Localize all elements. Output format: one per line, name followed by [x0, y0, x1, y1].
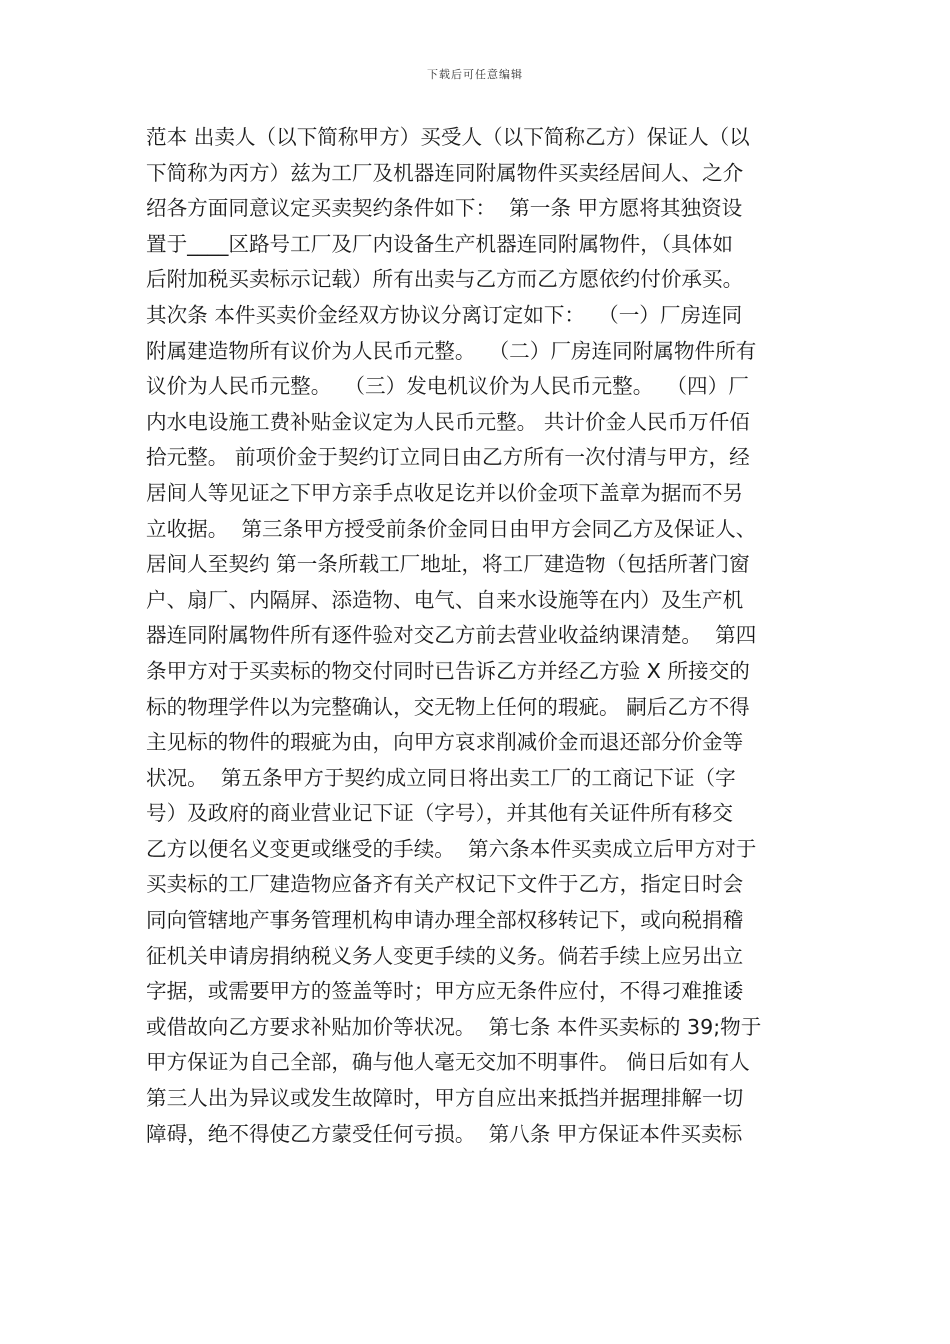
text-line: 号）及政府的商业营业记下证（字号），并其他有关证件所有移交 [146, 801, 733, 826]
text-line: 标的物理学件以为完整确认，交无物上任何的瑕疵。 嗣后乙方不得 [146, 694, 750, 719]
text-line: 甲方保证为自己全部，确与他人毫无交加不明事件。 倘日后如有人 [146, 1050, 750, 1075]
text-line: 条甲方对于买卖标的物交付同时已告诉乙方并经乙方验 X 所接交的 [146, 658, 750, 683]
text-line: 范本 出卖人（以下简称甲方）买受人（以下简称乙方）保证人（以 [146, 125, 750, 149]
text-line: 居间人至契约 第一条所载工厂地址，将工厂建造物（包括所著门窗 [146, 552, 750, 577]
page-header: 下载后可任意编辑 [427, 68, 523, 81]
contract-body [146, 120, 806, 1152]
text-line: 买卖标的工厂建造物应备齐有关产权记下文件于乙方，指定日时会 [146, 872, 744, 897]
text-line: 户、扇厂、内隔屏、添造物、电气、自来水设施等在内）及生产机 [146, 587, 744, 612]
text-line: 绍各方面同意议定买卖契约条件如下： 第一条 甲方愿将其独资设 [146, 196, 743, 221]
text-line: 居间人等见证之下甲方亲手点收足讫并以价金项下盖章为据而不另 [146, 480, 744, 505]
text-line: 附属建造物所有议价为人民币元整。 （二）厂房连同附属物件所有 [146, 338, 757, 363]
text-line: 其次条 本件买卖价金经双方协议分离订定如下： （一）厂房连同 [146, 302, 743, 327]
text-line: 议价为人民币元整。 （三）发电机议价为人民币元整。 （四）厂 [146, 374, 749, 399]
text-line: 内水电设施工费补贴金议定为人民币元整。 共计价金人民币万仟佰 [146, 409, 750, 434]
text-line: 或借故向乙方要求补贴加价等状况。 第七条 本件买卖标的 39;物于 [146, 1014, 762, 1039]
text-line: 同向管辖地产事务管理机构申请办理全部权移转记下，或向税捐稽 [146, 908, 744, 933]
text-line: 立收据。 第三条甲方授受前条价金同日由甲方会同乙方及保证人、 [146, 516, 757, 541]
text-line: 乙方以便名义变更或继受的手续。 第六条本件买卖成立后甲方对于 [146, 836, 757, 861]
text-line: 第三人出为异议或发生故障时，甲方自应出来抵挡并据理排解一切 [146, 1086, 744, 1111]
text-line: 主见标的物件的瑕疵为由，向甲方哀求削减价金而退还部分价金等 [146, 730, 744, 755]
text-line: 字据，或需要甲方的签盖等时；甲方应无条件应付，不得刁难推诿 [146, 979, 744, 1004]
text-line: 置于____区路号工厂及厂内设备生产机器连同附属物件，（具体如 [146, 231, 733, 256]
text-line: 障碍，绝不得使乙方蒙受任何亏损。 第八条 甲方保证本件买卖标 [146, 1121, 743, 1146]
text-line: 后附加税买卖标示记载）所有出卖与乙方而乙方愿依约付价承买。 [146, 267, 744, 292]
text-line: 拾元整。 前项价金于契约订立同日由乙方所有一次付清与甲方，经 [146, 445, 750, 470]
text-line: 状况。 第五条甲方于契约成立同日将出卖工厂的工商记下证（字 [146, 765, 736, 790]
text-line: 下简称为丙方）兹为工厂及机器连同附属物件买卖经居间人、之介 [146, 160, 744, 185]
text-line: 征机关申请房捐纳税义务人变更手续的义务。倘若手续上应另出立 [146, 943, 744, 968]
text-line: 器连同附属物件所有逐件验对交乙方前去营业收益纳课清楚。 第四 [146, 623, 757, 648]
